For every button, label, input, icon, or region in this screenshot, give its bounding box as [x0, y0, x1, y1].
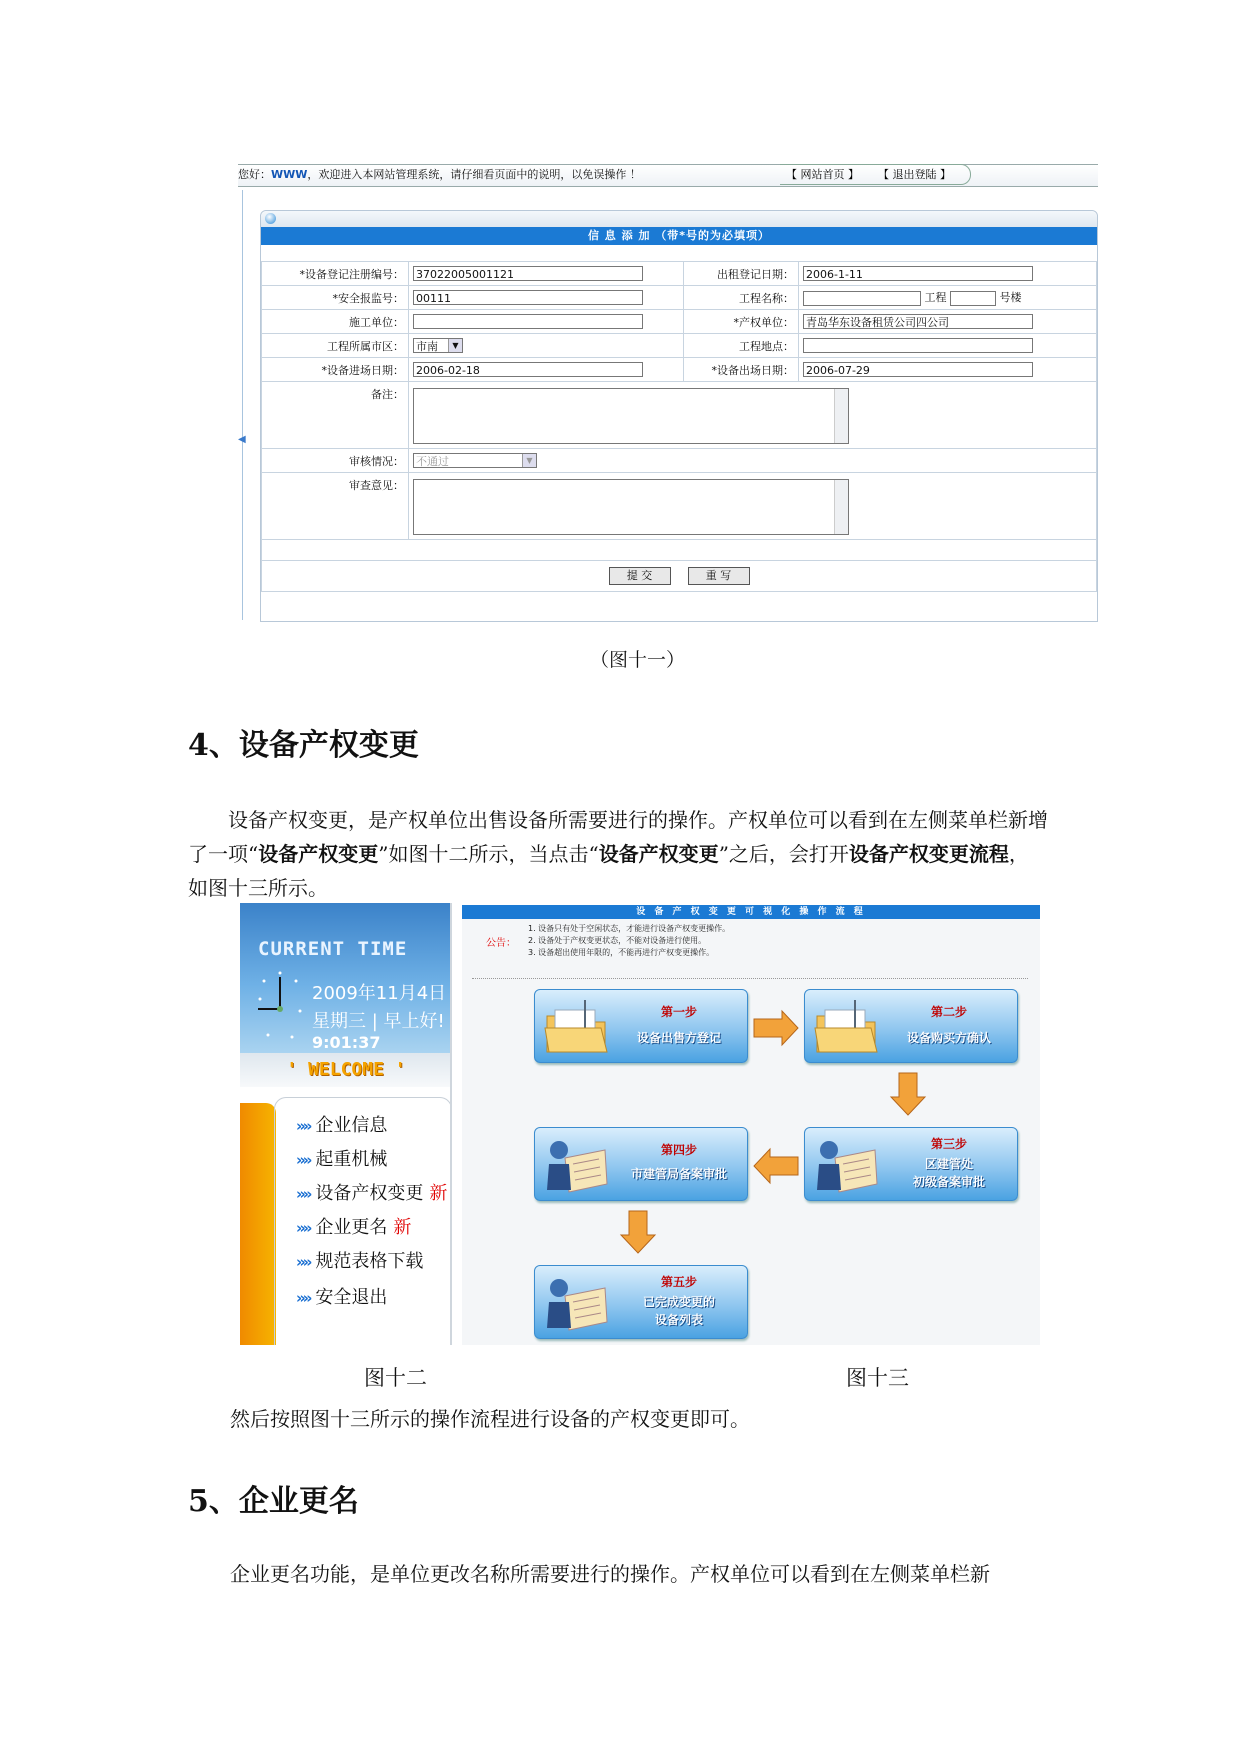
chevron-down-icon: ▼	[448, 339, 462, 352]
safety-no-label: *安全报监号：	[262, 286, 409, 310]
step-3-num: 第三步	[930, 1137, 967, 1151]
notice-label: 公告：	[486, 938, 516, 949]
step-3-text: 区建管处	[924, 1157, 973, 1171]
username: WWW	[271, 168, 308, 181]
notice-line: 2. 设备处于产权变更状态，不能对设备进行使用。	[528, 936, 707, 945]
welcome-text: ' WELCOME '	[286, 1059, 406, 1080]
sidebar-edge	[450, 903, 452, 1345]
notice-line: 3. 设备超出使用年限的，不能再进行产权变更操作。	[528, 948, 715, 957]
remark-label: 备注：	[262, 382, 409, 449]
dotted-divider	[472, 978, 1028, 979]
date-text: 2009年11月4日	[312, 983, 447, 1004]
current-time-heading: CURRENT TIME	[258, 938, 408, 960]
site-input[interactable]	[803, 338, 1033, 353]
approval-person-icon	[811, 1136, 881, 1194]
audit-status-value: 不通过	[416, 455, 449, 468]
submit-button[interactable]: 提 交	[609, 567, 671, 585]
new-badge: 新	[429, 1183, 448, 1204]
form-row	[262, 310, 1097, 334]
project-name-input[interactable]	[803, 291, 921, 306]
enter-date-label: *设备进场日期：	[262, 358, 409, 382]
menu-accent-bar	[240, 1103, 276, 1345]
figure-12-caption: 图十二	[364, 1366, 427, 1390]
panel-header	[261, 211, 1097, 227]
section-5-paragraph: 企业更名功能，是单位更改名称所需要进行的操作。产权单位可以看到在左侧菜单栏新	[230, 1562, 990, 1586]
new-badge: 新	[393, 1217, 412, 1238]
step-4-num: 第四步	[660, 1143, 697, 1157]
double-chevron-right-icon: »»	[296, 1117, 310, 1135]
scrollbar[interactable]	[834, 389, 848, 443]
step-2-text: 设备购买方确认	[906, 1031, 991, 1045]
double-chevron-right-icon: »»	[296, 1253, 310, 1271]
arrow-left-icon	[752, 1147, 800, 1185]
section-4-heading: 4、设备产权变更	[188, 728, 419, 763]
step-1-text: 设备出售方登记	[636, 1031, 721, 1045]
step-2-num: 第二步	[930, 1005, 967, 1019]
step-3-text-2: 初级备案审批	[912, 1175, 985, 1189]
reg-no-label: *设备登记注册编号：	[262, 262, 409, 286]
flow-title: 设 备 产 权 变 更 可 视 化 操 作 流 程	[462, 905, 1040, 919]
figure-13-flow-screenshot	[462, 905, 1040, 1345]
owner-label: *产权单位：	[684, 310, 799, 334]
menu-item-label: 设备产权变更	[315, 1183, 424, 1204]
after-figure-paragraph: 然后按照图十三所示的操作流程进行设备的产权变更即可。	[230, 1407, 750, 1431]
owner-input[interactable]: 青岛华东设备租赁公司四公司	[803, 314, 1033, 329]
arrow-right-icon	[752, 1009, 800, 1047]
step-4-button[interactable]	[534, 1127, 748, 1201]
collapse-arrow-icon[interactable]: ◀	[238, 434, 246, 445]
sidebar-divider	[242, 190, 243, 620]
menu-item-label: 企业信息	[315, 1115, 388, 1136]
figure-11-caption: （图十一）	[590, 649, 686, 671]
double-chevron-right-icon: »»	[296, 1185, 310, 1203]
form-row	[262, 382, 1097, 449]
menu-item-label: 起重机械	[315, 1149, 388, 1170]
arrow-down-icon	[619, 1209, 657, 1255]
form-row	[262, 449, 1097, 473]
sidebar-menu-item[interactable]	[296, 1247, 423, 1273]
form-row	[262, 262, 1097, 286]
form-row	[262, 358, 1097, 382]
greeting-prefix: 您好：	[238, 168, 271, 181]
panel-globe-icon	[265, 213, 276, 224]
section-4-paragraph: 设备产权变更，是产权单位出售设备所需要进行的操作。产权单位可以看到在左侧菜单栏新增了一项“设备产权变更”如图十二所示，当点击“设备产权变更”之后，会打开设备产权变更流程，如图十三所示。	[188, 808, 1048, 900]
rent-date-label: 出租登记日期：	[684, 262, 799, 286]
audit-status-label: 审核情况：	[262, 449, 409, 473]
form-row	[262, 286, 1097, 310]
enter-date-input[interactable]: 2006-02-18	[413, 362, 643, 377]
weekday-greeting: 星期三 | 早上好!	[312, 1011, 445, 1032]
builder-input[interactable]	[413, 314, 643, 329]
step-4-text: 市建管局备案审批	[630, 1167, 727, 1181]
home-link[interactable]: 【 网站首页 】	[786, 168, 859, 181]
project-suffix: 工程	[924, 291, 947, 305]
step-1-num: 第一步	[660, 1005, 697, 1019]
menu-item-label: 安全退出	[315, 1287, 388, 1308]
welcome-banner	[240, 1053, 452, 1087]
sidebar-menu-item[interactable]	[296, 1283, 387, 1309]
chevron-down-icon: ▼	[522, 454, 536, 467]
site-label: 工程地点：	[684, 334, 799, 358]
safety-no-input[interactable]: 00111	[413, 290, 643, 305]
builder-label: 施工单位：	[262, 310, 409, 334]
folder-icon	[541, 998, 611, 1056]
double-chevron-right-icon: »»	[296, 1289, 310, 1307]
exit-date-label: *设备出场日期：	[684, 358, 799, 382]
info-form-table	[261, 261, 1097, 592]
section-5-heading: 5、企业更名	[188, 1484, 359, 1519]
step-5-button[interactable]	[534, 1265, 748, 1339]
figure-11-screenshot	[238, 162, 1098, 622]
double-chevron-right-icon: »»	[296, 1219, 310, 1237]
form-title: 信 息 添 加 （带*号的为必填项）	[261, 227, 1097, 245]
exit-date-input[interactable]: 2006-07-29	[803, 362, 1033, 377]
step-3-button[interactable]	[804, 1127, 1018, 1201]
building-no-input[interactable]	[950, 291, 996, 306]
folder-icon	[811, 998, 881, 1056]
step-2-button[interactable]	[804, 989, 1018, 1063]
logout-link[interactable]: 【 退出登陆 】	[878, 168, 951, 181]
step-5-text: 已完成变更的	[642, 1295, 715, 1309]
reset-button[interactable]: 重 写	[688, 567, 750, 585]
step-1-button[interactable]	[534, 989, 748, 1063]
form-row	[262, 473, 1097, 540]
rent-date-input[interactable]: 2006-1-11	[803, 266, 1033, 281]
clock-icon	[254, 971, 306, 1045]
time-text: 9:01:37	[312, 1033, 381, 1052]
step-5-text-2: 设备列表	[654, 1313, 703, 1327]
district-label: 工程所属市区：	[262, 334, 409, 358]
arrow-down-icon	[889, 1071, 927, 1117]
approval-person-icon	[541, 1136, 611, 1194]
building-suffix: 号楼	[999, 291, 1022, 305]
remark-textarea[interactable]	[413, 388, 849, 444]
district-selected-value: 市南	[416, 340, 438, 353]
figure-13-caption: 图十三	[846, 1366, 909, 1390]
double-chevron-right-icon: »»	[296, 1151, 310, 1169]
sidebar-menu-item[interactable]	[296, 1213, 411, 1239]
scrollbar[interactable]	[834, 480, 848, 534]
figure-12-sidebar-screenshot	[240, 903, 452, 1345]
menu-item-label: 企业更名	[315, 1217, 388, 1238]
project-name-label: 工程名称：	[684, 286, 799, 310]
step-5-num: 第五步	[660, 1275, 697, 1289]
audit-opinion-textarea[interactable]	[413, 479, 849, 535]
info-add-panel	[260, 210, 1098, 622]
reg-no-input[interactable]: 37022005001121	[413, 266, 643, 281]
clock-panel	[240, 903, 452, 1053]
sidebar-menu-item[interactable]	[296, 1111, 387, 1137]
audit-opinion-label: 审查意见：	[262, 473, 409, 540]
district-select[interactable]	[413, 338, 463, 353]
sidebar-menu-item[interactable]	[296, 1145, 387, 1171]
top-welcome-bar	[238, 164, 1098, 187]
audit-status-select[interactable]	[413, 453, 537, 468]
greeting-text: ，欢迎进入本网站管理系统，请仔细看页面中的说明，以免误操作 ！	[307, 168, 641, 181]
menu-item-label: 规范表格下载	[315, 1251, 424, 1272]
form-row	[262, 334, 1097, 358]
notice-line: 1. 设备只有处于空闲状态，才能进行设备产权变更操作。	[528, 924, 731, 933]
approval-person-icon	[541, 1274, 611, 1332]
sidebar-menu-item[interactable]	[296, 1179, 447, 1205]
